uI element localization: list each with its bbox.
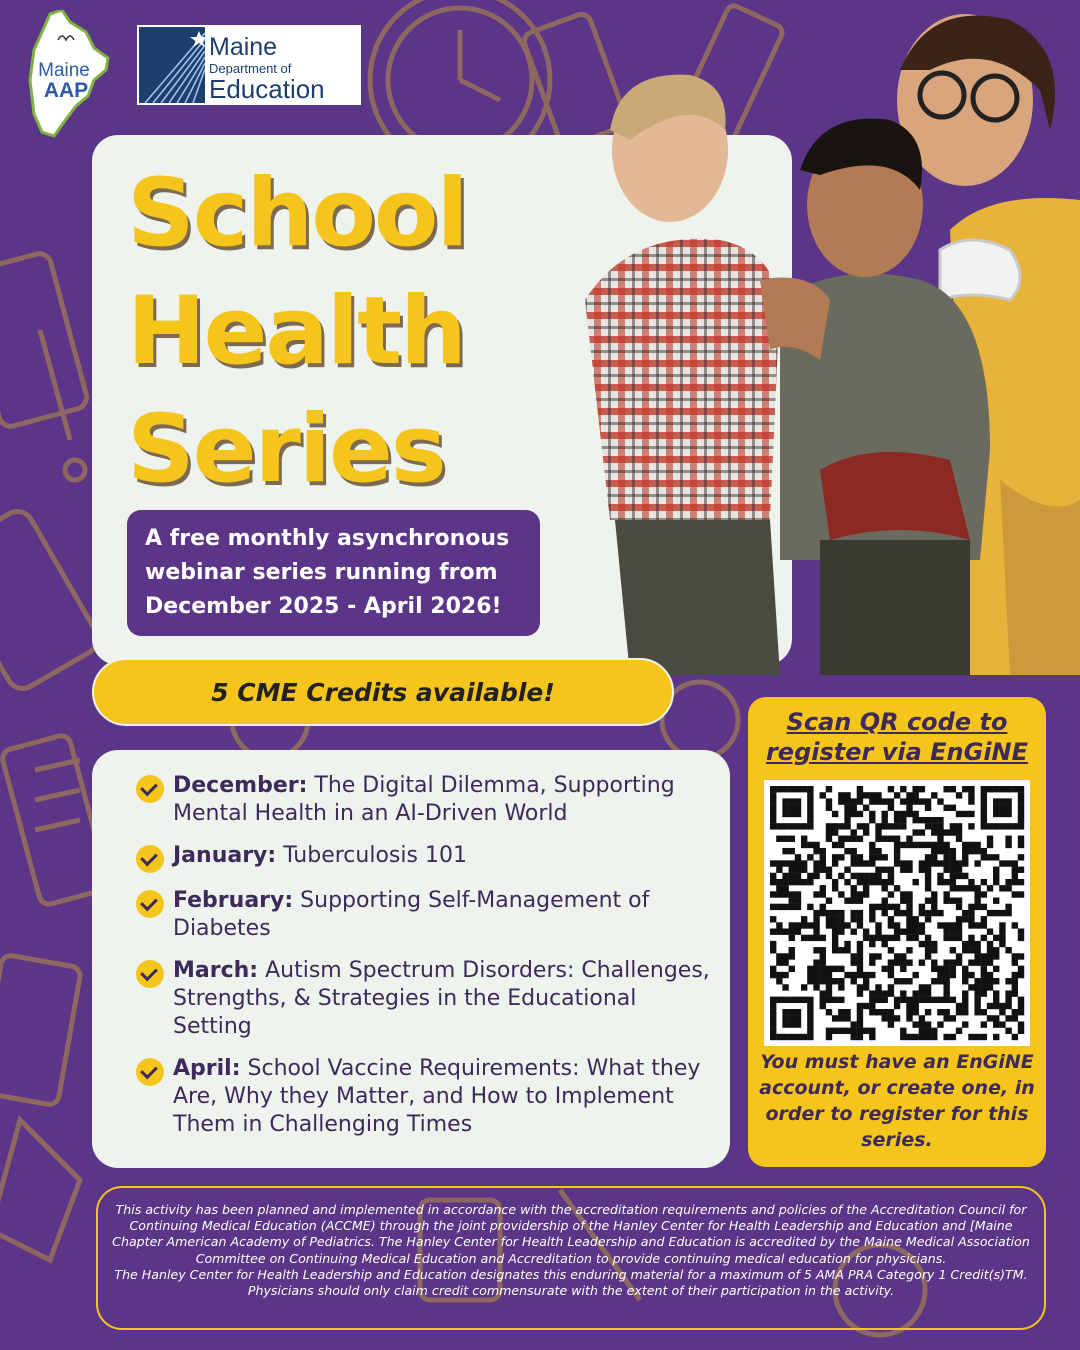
schedule-topic: Tuberculosis 101 <box>283 843 467 868</box>
doe-star-mark-icon <box>139 27 205 103</box>
students-photo <box>570 0 1080 675</box>
title-line-2: Health <box>127 277 465 386</box>
title-line-1: School <box>127 159 467 268</box>
schedule-topic: Autism Spectrum Disorders: Challenges, Strengths, & Strategies in the Educational Setting <box>173 958 710 1039</box>
schedule-topic: The Digital Dilemma, Supporting Mental Health in an AI-Driven World <box>173 773 675 826</box>
qr-heading-line1: Scan QR code to <box>786 708 1008 736</box>
series-subtitle: A free monthly asynchronous webinar series running from December 2025 - April 2026! <box>127 510 540 636</box>
maine-aap-logo <box>20 10 112 138</box>
schedule-month: February: <box>173 888 294 913</box>
schedule-list <box>92 750 730 1168</box>
schedule-item-text <box>173 1055 712 1139</box>
schedule-month: March: <box>173 958 259 983</box>
qr-code-icon <box>764 780 1030 1046</box>
list-item <box>136 957 712 1041</box>
qr-heading[interactable] <box>748 707 1046 767</box>
cme-credits-badge: 5 CME Credits available! <box>92 658 674 726</box>
qr-code[interactable] <box>764 780 1030 1046</box>
title-line-3: Series <box>127 395 445 504</box>
qr-register-card <box>748 697 1046 1167</box>
list-item <box>136 1055 712 1139</box>
aap-logo-line2: AAP <box>43 79 89 102</box>
schedule-month: December: <box>173 773 308 798</box>
aap-logo-line1: Maine <box>38 60 90 81</box>
disclaimer-paragraph-1: This activity has been planned and implemented in accordance with the accreditation requirements and policies of the Accreditation Council for Continuing Medical Education (ACCME) through the joint providership of the Hanley Center for Health Leadership and Education and [Maine Chapter American Academy of Pediatrics. The Hanley Center for Health Leadership and Education is accredited by the Maine Medical Association Committee on Continuing Medical Education and Accreditation to provide continuing medical education for physicians. <box>112 1202 1030 1266</box>
qr-heading-line2: register via EnGiNE <box>765 738 1029 766</box>
doe-logo-line3: Education <box>209 74 325 104</box>
schedule-item-text <box>173 957 712 1041</box>
check-circle-icon <box>136 890 164 918</box>
schedule-item-text <box>173 842 467 870</box>
check-circle-icon <box>136 1058 164 1086</box>
check-circle-icon <box>136 775 164 803</box>
maine-doe-logo <box>137 25 361 105</box>
qr-account-note: You must have an EnGiNE account, or create one, in order to register for this series. <box>759 1051 1035 1151</box>
schedule-item-text <box>173 772 712 828</box>
maine-state-outline-icon <box>20 10 112 138</box>
check-circle-icon <box>136 960 164 988</box>
schedule-topic: School Vaccine Requirements: What they Are, Why they Matter, and How to Implement Them in Challenging Times <box>173 1056 701 1137</box>
schedule-topic: Supporting Self-Management of Diabetes <box>173 888 650 941</box>
series-title <box>127 155 467 509</box>
schedule-month: April: <box>173 1056 241 1081</box>
accreditation-disclaimer <box>96 1186 1046 1330</box>
list-item <box>136 772 712 828</box>
doe-logo-line1: Maine <box>209 33 278 61</box>
doe-logo-line2: Department of <box>209 61 292 76</box>
schedule-month: January: <box>173 843 277 868</box>
list-item <box>136 842 712 873</box>
schedule-item-text <box>173 887 712 943</box>
disclaimer-paragraph-2: The Hanley Center for Health Leadership and Education designates this enduring material for a maximum of 5 AMA PRA Category 1 Credit(s)TM. Physicians should only claim credit commensurate with the extent of their participation in the activity. <box>114 1266 1028 1299</box>
list-item <box>136 887 712 943</box>
check-circle-icon <box>136 845 164 873</box>
